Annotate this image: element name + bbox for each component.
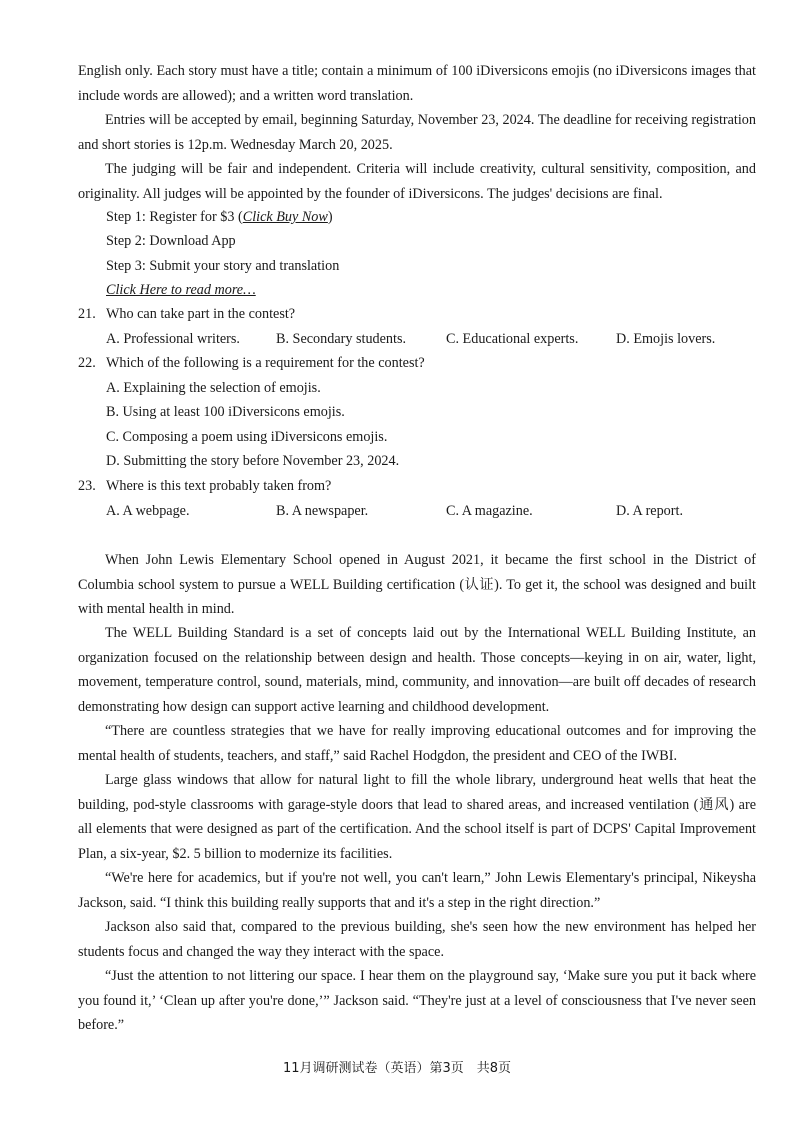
passage-d-paragraph-1: When John Lewis Elementary School opened in August 2021, it became the first school in the District of Columbia school system to pursue a WELL Building certification (认证). To get it, the school was designed and built with mental health in mind. xyxy=(78,552,756,617)
question-21-option-a[interactable]: A. Professional writers. xyxy=(106,331,240,347)
question-23-option-a[interactable]: A. A webpage. xyxy=(106,503,190,519)
question-21-text: Who can take part in the contest? xyxy=(106,306,296,322)
passage-d-paragraph-7: “Just the attention to not littering our space. I hear them on the playground say, ‘Make sure you put it back where you found it,’ ‘Clean up after you're done,’” Jackson said. “They're just at a level of consciousness that I've never seen before.” xyxy=(78,968,756,1033)
question-23-number: 23. xyxy=(78,478,96,494)
passage-d-paragraph-2: The WELL Building Standard is a set of concepts laid out by the International WELL Building Institute, an organization focused on the relationship between design and health. Those concepts—keying in on air, water, light, movement, temperature control, sound, materials, mind, community, and innovation—are built off decades of research demonstrating how design can support active learning and childhood development. xyxy=(78,625,756,715)
passage-d-paragraph-3: “There are countless strategies that we have for really improving educational outcomes and for improving the mental health of students, teachers, and staff,” said Rachel Hodgdon, the president and CEO of the IWBI. xyxy=(78,723,756,764)
question-22-option-a[interactable]: A. Explaining the selection of emojis. xyxy=(106,380,321,396)
read-more-link[interactable]: Click Here to read more… xyxy=(106,282,256,298)
question-21-option-b[interactable]: B. Secondary students. xyxy=(276,331,407,347)
question-23-option-d[interactable]: D. A report. xyxy=(616,503,683,519)
passage-c-paragraph-1: English only. Each story must have a title; contain a minimum of 100 iDiversicons emojis (no iDiversicons images that include words are allowed); and a written word translation. xyxy=(78,63,756,104)
question-23-option-c[interactable]: C. A magazine. xyxy=(446,503,533,519)
step-1-prefix: Step 1: Register for $3 ( xyxy=(106,209,243,225)
question-22-option-b[interactable]: B. Using at least 100 iDiversicons emojis. xyxy=(106,404,345,420)
question-23-text: Where is this text probably taken from? xyxy=(106,478,332,494)
question-22-text: Which of the following is a requirement for the contest? xyxy=(106,355,425,371)
question-22-option-d[interactable]: D. Submitting the story before November 23, 2024. xyxy=(106,453,400,469)
passage-c-paragraph-2: Entries will be accepted by email, beginning Saturday, November 23, 2024. The deadline for receiving registration and short stories is 12p.m. Wednesday March 20, 2025. xyxy=(78,112,756,153)
step-1-suffix: ) xyxy=(327,209,333,225)
question-23-option-b[interactable]: B. A newspaper. xyxy=(276,503,369,519)
passage-d-paragraph-4: Large glass windows that allow for natural light to fill the whole library, underground heat wells that heat the building, pod-style classrooms with garage-style doors that lead to shared areas, and increased ventilation (通风) are all elements that were designed as part of the certification. And the school itself is part of DCPS' Capital Improvement Plan, a six-year, $2. 5 billion to modernize its facilities. xyxy=(78,772,756,862)
step-1 xyxy=(106,205,333,229)
click-buy-now-link[interactable]: Click Buy Now xyxy=(242,209,328,225)
passage-d-paragraph-5: “We're here for academics, but if you're not well, you can't learn,” John Lewis Elementary's principal, Nikeysha Jackson, said. “I think this building really supports that and it's a step in the right direction.” xyxy=(78,870,756,911)
step-3: Step 3: Submit your story and translation xyxy=(106,258,340,274)
step-2: Step 2: Download App xyxy=(106,233,236,249)
page-footer: 11月调研测试卷（英语）第3页 共8页 xyxy=(282,1061,512,1076)
question-21-option-c[interactable]: C. Educational experts. xyxy=(446,331,579,347)
question-22-option-c[interactable]: C. Composing a poem using iDiversicons emojis. xyxy=(106,429,388,445)
question-21-number: 21. xyxy=(78,306,96,322)
question-22-number: 22. xyxy=(78,355,96,371)
question-21-option-d[interactable]: D. Emojis lovers. xyxy=(616,331,716,347)
passage-d-paragraph-6: Jackson also said that, compared to the previous building, she's seen how the new environment has helped her students focus and changed the way they interact with the space. xyxy=(78,919,756,960)
passage-c-paragraph-3: The judging will be fair and independent. Criteria will include creativity, cultural sensitivity, composition, and originality. All judges will be appointed by the founder of iDiversicons. The judges' decisions are final. xyxy=(78,161,756,202)
